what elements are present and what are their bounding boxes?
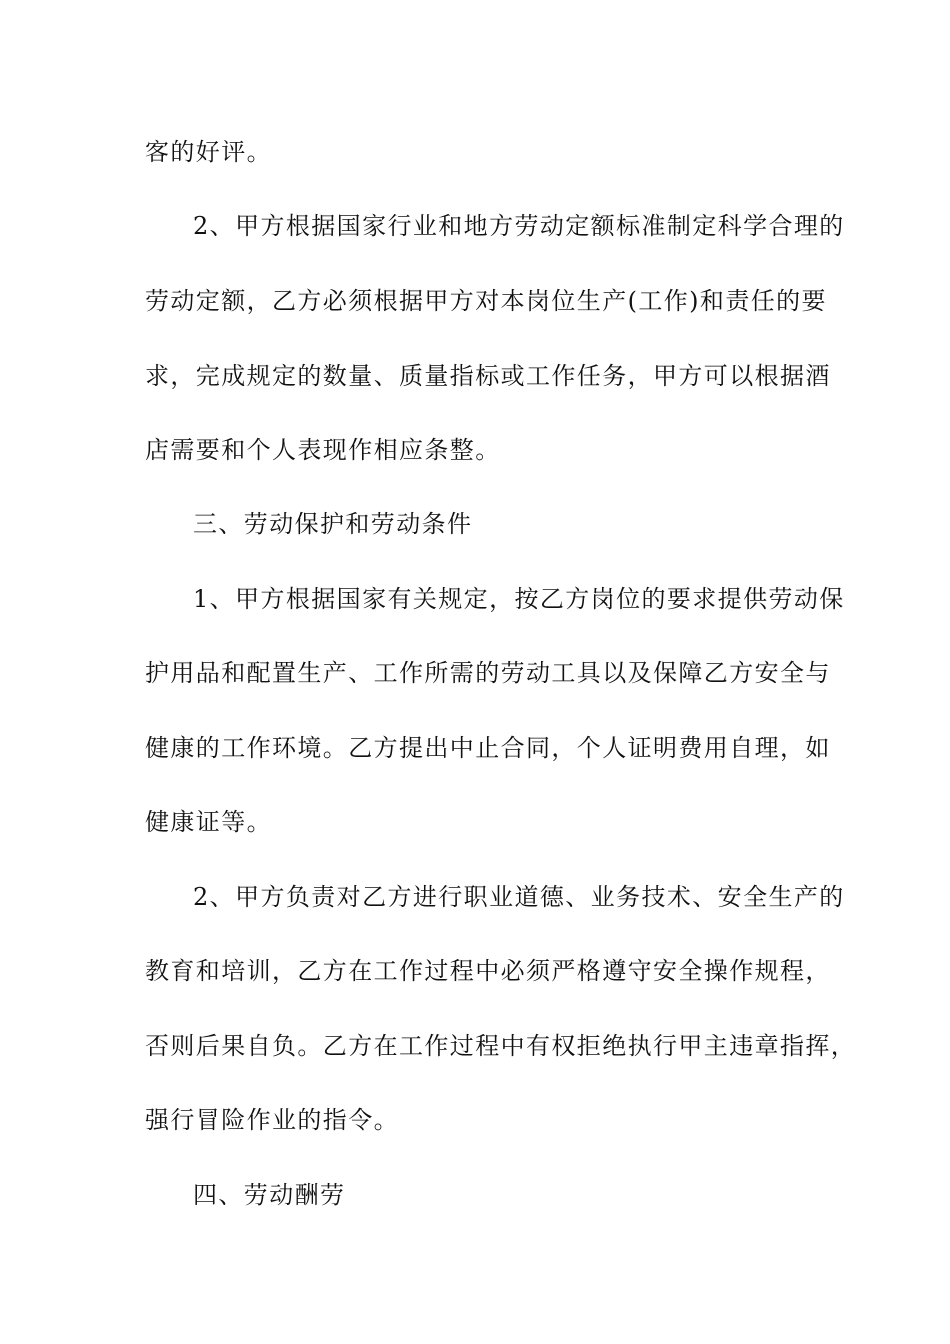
paragraph-line: 2、甲方负责对乙方进行职业道德、业务技术、安全生产的 xyxy=(193,883,845,911)
paragraph-line: 1、甲方根据国家有关规定，按乙方岗位的要求提供劳动保 xyxy=(193,585,845,613)
paragraph-line: 健康证等。 xyxy=(145,808,272,836)
paragraph-line: 求，完成规定的数量、质量指标或工作任务，甲方可以根据酒 xyxy=(145,362,831,390)
paragraph-line: 店需要和个人表现作相应条整。 xyxy=(145,436,501,464)
paragraph-line: 客的好评。 xyxy=(145,138,272,166)
paragraph-line: 2、甲方根据国家行业和地方劳动定额标准制定科学合理的 xyxy=(193,212,845,240)
paragraph-line: 健康的工作环境。乙方提出中止合同，个人证明费用自理，如 xyxy=(145,734,831,762)
paragraph-line: 否则后果自负。乙方在工作过程中有权拒绝执行甲主违章指挥， xyxy=(145,1032,857,1060)
section-heading: 三、劳动保护和劳动条件 xyxy=(193,510,473,538)
paragraph-line: 护用品和配置生产、工作所需的劳动工具以及保障乙方安全与 xyxy=(145,659,831,687)
paragraph-line: 教育和培训，乙方在工作过程中必须严格遵守安全操作规程， xyxy=(145,957,831,985)
paragraph-line: 强行冒险作业的指令。 xyxy=(145,1106,399,1134)
section-heading: 四、劳动酬劳 xyxy=(193,1181,346,1209)
paragraph-line: 劳动定额，乙方必须根据甲方对本岗位生产(工作)和责任的要 xyxy=(145,287,827,315)
